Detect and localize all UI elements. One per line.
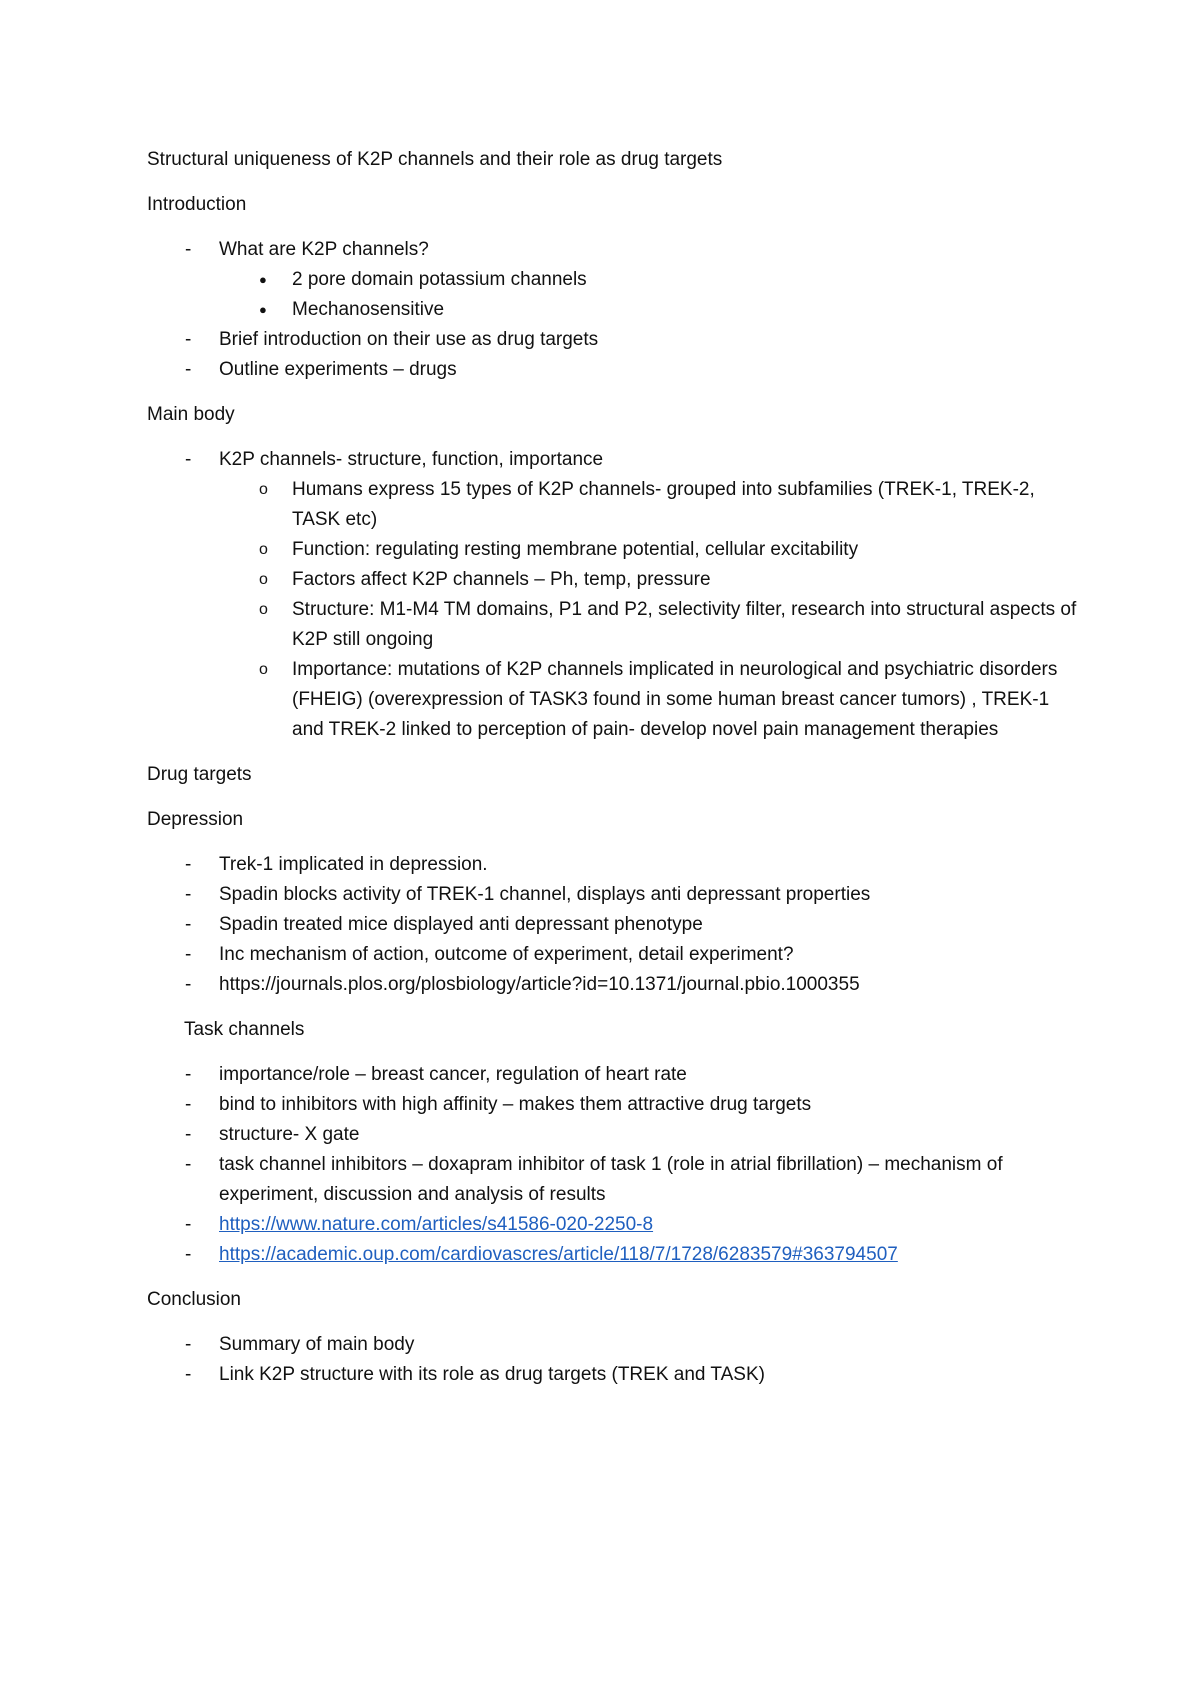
cardiovascres-article-link[interactable]: https://academic.oup.com/cardiovascres/article/118/7/1728/6283579#363794507 — [219, 1244, 898, 1265]
list-item: - Spadin blocks activity of TREK-1 channel, displays anti depressant properties — [147, 880, 1077, 910]
list-item: - Brief introduction on their use as drug targets — [147, 325, 1077, 355]
list-item: o Humans express 15 types of K2P channels- grouped into subfamilies (TREK-1, TREK-2, TASK etc) — [292, 475, 1077, 535]
drug-targets-heading: Drug targets — [147, 764, 252, 785]
introduction-list — [147, 235, 1077, 385]
list-item: - task channel inhibitors – doxapram inhibitor of task 1 (role in atrial fibrillation) – mechanism of experiment, discussion and analysis of results — [147, 1150, 1077, 1210]
conclusion-list — [147, 1330, 1077, 1390]
sub-list — [219, 475, 1077, 745]
list-item: o Importance: mutations of K2P channels implicated in neurological and psychiatric disorders (FHEIG) (overexpression of TASK3 found in some human breast cancer tumors) , TREK-1 and TREK-2 linked to perception of pain- develop novel pain management therapies — [292, 655, 1077, 745]
list-item: - Trek-1 implicated in depression. — [147, 850, 1077, 880]
main-body-list — [147, 445, 1077, 745]
list-item: - What are K2P channels? ● 2 pore domain potassium channels ● Mechanosensitive — [147, 235, 1077, 325]
task-channels-heading: Task channels — [184, 1019, 305, 1040]
sub-list — [219, 265, 1077, 325]
list-item: o Function: regulating resting membrane potential, cellular excitability — [292, 535, 1077, 565]
list-item: - Outline experiments – drugs — [147, 355, 1077, 385]
depression-list — [147, 850, 1077, 1000]
conclusion-heading: Conclusion — [147, 1289, 241, 1310]
depression-heading: Depression — [147, 809, 244, 830]
introduction-heading: Introduction — [147, 194, 247, 215]
list-item: - bind to inhibitors with high affinity – makes them attractive drug targets — [147, 1090, 1077, 1120]
task-channels-list — [147, 1060, 1077, 1270]
list-item: - Inc mechanism of action, outcome of experiment, detail experiment? — [147, 940, 1077, 970]
nature-article-link[interactable]: https://www.nature.com/articles/s41586-020-2250-8 — [219, 1214, 654, 1235]
list-item: ● 2 pore domain potassium channels — [292, 265, 1077, 295]
list-item: - structure- X gate — [147, 1120, 1077, 1150]
list-item: - https://journals.plos.org/plosbiology/article?id=10.1371/journal.pbio.1000355 — [147, 970, 1077, 1000]
list-item: - Spadin treated mice displayed anti depressant phenotype — [147, 910, 1077, 940]
list-item: ● Mechanosensitive — [292, 295, 1077, 325]
document-body — [147, 145, 1077, 1405]
list-item: o Structure: M1-M4 TM domains, P1 and P2, selectivity filter, research into structural aspects of K2P still ongoing — [292, 595, 1077, 655]
list-item: - K2P channels- structure, function, importance o Humans express 15 types of K2P channels- grouped into subfamilies (TREK-1, TREK-2, TASK etc) o Function: regulating resting membrane potential, cellular excitability o Factors affect K2P channels – Ph, temp, pressure o Structure: M1-M4 TM domains, P1 and P2, selectivity filter, research into structural aspects of K2P still ongoing o Importance: mutations of K2P channels implicated in neurological and psychiatric disorders (FHEIG) (overexpression of TASK3 found in some human breast cancer tumors) , TREK-1 and TREK-2 linked to perception of pain- develop novel pain management therapies — [147, 445, 1077, 745]
list-item: o Factors affect K2P channels – Ph, temp, pressure — [292, 565, 1077, 595]
list-item — [147, 1240, 1077, 1270]
list-item: - importance/role – breast cancer, regulation of heart rate — [147, 1060, 1077, 1090]
main-body-heading: Main body — [147, 404, 235, 425]
document-title: Structural uniqueness of K2P channels and their role as drug targets — [147, 149, 723, 170]
list-item: - Link K2P structure with its role as drug targets (TREK and TASK) — [147, 1360, 1077, 1390]
list-item: - Summary of main body — [147, 1330, 1077, 1360]
list-item — [147, 1210, 1077, 1240]
